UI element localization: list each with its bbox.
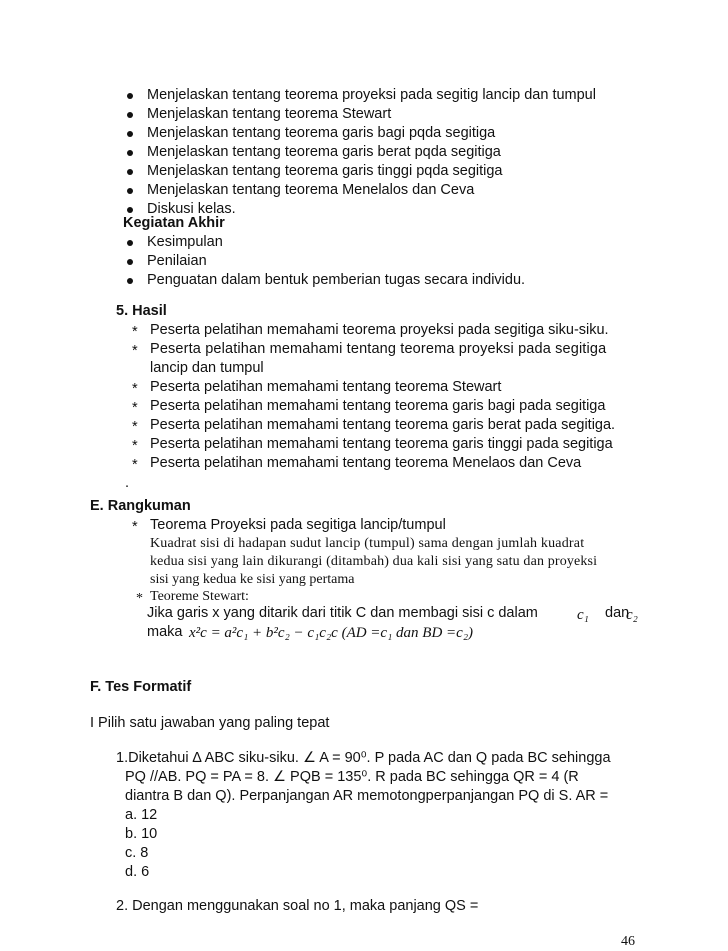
asterisk-icon: *	[132, 324, 138, 340]
asterisk-icon: *	[132, 343, 138, 359]
asterisk-icon: *	[132, 457, 138, 473]
tes-instruction: I Pilih satu jawaban yang paling tepat	[90, 715, 330, 731]
page-number: 46	[621, 934, 635, 949]
kegiatan-akhir-item: Penguatan dalam bentuk pemberian tugas secara individu.	[147, 272, 526, 288]
stewart-c2: c₂	[626, 607, 638, 623]
bullet-icon	[127, 207, 133, 213]
bullet-icon	[127, 278, 133, 284]
question-1-line: 1.Diketahui ∆ ABC siku-siku. ∠ A = 90⁰. P pada AC dan Q pada BC sehingga	[116, 750, 611, 766]
stewart-text: Jika garis x yang ditarik dari titik C dan membagi sisi c dalam	[147, 605, 538, 621]
kegiatan-akhir-item: Kesimpulan	[147, 234, 223, 250]
question-2: 2. Dengan menggunakan soal no 1, maka panjang QS =	[116, 898, 479, 914]
question-1-line: PQ //AB. PQ = PA = 8. ∠ PQB = 135⁰. R pada BC sehingga QR = 4 (R	[125, 769, 579, 785]
asterisk-icon: *	[132, 519, 138, 535]
hasil-item: Peserta pelatihan memahami tentang teorema Menelaos dan Ceva	[150, 455, 582, 471]
option-c: c. 8	[125, 845, 149, 861]
activity-item: Menjelaskan tentang teorema proyeksi pada segitig lancip dan tumpul	[147, 87, 596, 103]
asterisk-icon: *	[132, 400, 138, 416]
maka-label: maka	[147, 624, 183, 640]
hasil-item: Peserta pelatihan memahami tentang teorema garis bagi pada segitiga	[150, 398, 606, 414]
stewart-dan: dan	[605, 605, 630, 621]
bullet-icon	[127, 93, 133, 99]
hasil-item: Peserta pelatihan memahami tentang teorema Stewart	[150, 379, 502, 395]
rangkuman-heading: E. Rangkuman	[90, 498, 191, 514]
bullet-icon	[127, 131, 133, 137]
stewart-c1: c₁	[577, 607, 589, 623]
activity-item: Menjelaskan tentang teorema Menelalos dan Ceva	[147, 182, 475, 198]
activity-item: Menjelaskan tentang teorema garis berat pqda segitiga	[147, 144, 501, 160]
hasil-item-continuation: lancip dan tumpul	[150, 360, 264, 376]
stewart-formula: x²c = a²c₁ + b²c₂ − c₁c₂c (AD =c₁ dan BD =c₂)	[189, 625, 474, 641]
trailing-dot: .	[125, 475, 130, 491]
rangkuman-item: Teoreme Stewart:	[150, 589, 249, 604]
rangkuman-item: Teorema Proyeksi pada segitiga lancip/tumpul	[150, 517, 446, 533]
activity-item: Menjelaskan tentang teorema garis tinggi pqda segitiga	[147, 163, 503, 179]
rangkuman-paragraph: sisi yang kedua ke sisi yang pertama	[150, 572, 355, 587]
kegiatan-akhir-heading: Kegiatan Akhir	[123, 215, 225, 231]
activity-item: Menjelaskan tentang teorema garis bagi pqda segitiga	[147, 125, 496, 141]
kegiatan-akhir-item: Penilaian	[147, 253, 207, 269]
tes-heading: F. Tes Formatif	[90, 679, 192, 695]
bullet-icon	[127, 150, 133, 156]
hasil-item: Peserta pelatihan memahami tentang teorema garis tinggi pada segitiga	[150, 436, 613, 452]
bullet-icon	[127, 169, 133, 175]
option-d: d. 6	[125, 864, 150, 880]
asterisk-icon: *	[132, 381, 138, 397]
asterisk-icon: *	[132, 419, 138, 435]
bullet-icon	[127, 259, 133, 265]
asterisk-icon: *	[132, 438, 138, 454]
activity-item: Diskusi kelas.	[147, 201, 236, 217]
hasil-heading: 5. Hasil	[116, 303, 167, 319]
activity-item: Menjelaskan tentang teorema Stewart	[147, 106, 392, 122]
option-b: b. 10	[125, 826, 158, 842]
asterisk-icon: *	[136, 591, 143, 606]
bullet-icon	[127, 112, 133, 118]
hasil-item: Peserta pelatihan memahami tentang teorema garis berat pada segitiga.	[150, 417, 616, 433]
rangkuman-paragraph: kedua sisi yang lain dikurangi (ditambah) dua kali sisi yang satu dan proyeksi	[150, 554, 598, 569]
option-a: a. 12	[125, 807, 158, 823]
hasil-item: Peserta pelatihan memahami tentang teorema proyeksi pada segitiga	[150, 341, 607, 357]
question-1-line: diantra B dan Q). Perpanjangan AR memotongperpanjangan PQ di S. AR =	[125, 788, 609, 804]
bullet-icon	[127, 188, 133, 194]
bullet-icon	[127, 240, 133, 246]
rangkuman-paragraph: Kuadrat sisi di hadapan sudut lancip (tumpul) sama dengan jumlah kuadrat	[150, 536, 585, 551]
hasil-item: Peserta pelatihan memahami teorema proyeksi pada segitiga siku-siku.	[150, 322, 609, 338]
